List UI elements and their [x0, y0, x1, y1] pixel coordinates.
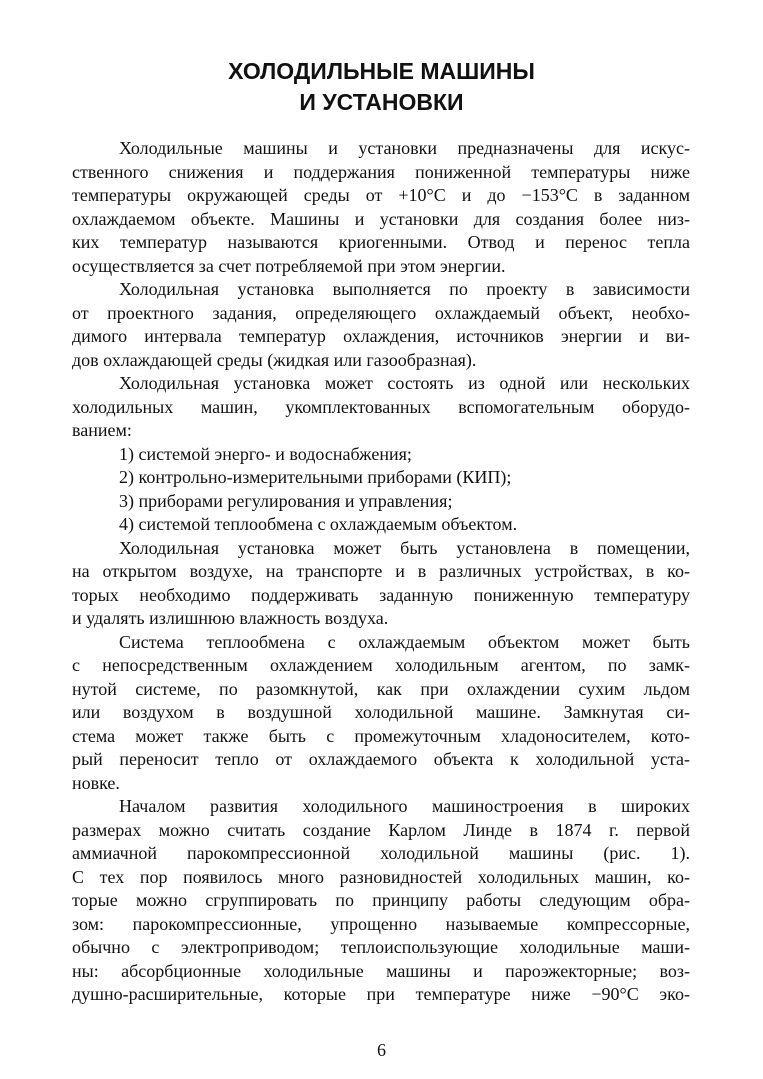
- text-line: температуры окружающей среды от +10°С и до −153°С в заданном: [72, 185, 690, 205]
- text-line: новке.: [72, 772, 120, 793]
- text-line: 3) приборами регулирования и управления;: [119, 490, 453, 511]
- text-line: 4) системой теплообмена с охлаждаемым объектом.: [119, 514, 518, 534]
- text-line: или воздухом в воздушной холодильной машине. Замкнутая си-: [72, 702, 690, 722]
- text-line: холодильных машин, укомплектованных вспомогательным оборудо-: [72, 396, 690, 417]
- text-line: душно-расширительные, которые при температуре ниже −90°С эко-: [72, 984, 690, 1004]
- text-line: охлаждаемом объекте. Машины и установки для создания более низ-: [72, 208, 690, 229]
- text-line: торые можно сгруппировать по принципу работы следующим обра-: [72, 890, 690, 910]
- text-line: 1) системой энерго- и водоснабжения;: [119, 443, 412, 464]
- text-line: на открытом воздухе, на транспорте и в различных устройствах, в ко-: [72, 561, 690, 581]
- text-line: ственного снижения и поддержания пониженной температуры ниже: [72, 161, 690, 182]
- text-line: обычно с электроприводом; теплоиспользующие холодильные маши-: [72, 937, 690, 957]
- text-line: Система теплообмена с охлаждаемым объектом может быть: [119, 631, 690, 652]
- text-line: ких температур называются криогенными. Отвод и перенос тепла: [72, 232, 690, 252]
- chapter-title: [0, 56, 763, 118]
- text-line: и удалять излишнюю влажность воздуха.: [72, 608, 389, 628]
- text-line: Началом развития холодильного машиностроения в широких: [119, 796, 690, 816]
- text-line: Холодильные машины и установки предназначены для искус-: [119, 138, 690, 158]
- text-line: Холодильная установка может состоять из одной или нескольких: [119, 373, 690, 393]
- text-line: ны: абсорбционные холодильные машины и пароэжекторные; воз-: [72, 960, 690, 981]
- text-line: рый переносит тепло от охлаждаемого объекта к холодильной уста-: [72, 749, 690, 769]
- text-line: от проектного задания, определяющего охлаждаемый объект, необхо-: [72, 302, 690, 323]
- text-line: Холодильная установка может быть установлена в помещении,: [119, 537, 690, 558]
- text-line: осуществляется за счет потребляемой при этом энергии.: [72, 255, 506, 276]
- page-number: 6: [377, 1040, 386, 1060]
- text-line: ванием:: [72, 420, 132, 440]
- text-line: размерах можно считать создание Карлом Линде в 1874 г. первой: [72, 819, 690, 840]
- text-line: стема может также быть с промежуточным хладоносителем, кото-: [72, 725, 690, 746]
- text-line: торых необходимо поддерживать заданную пониженную температуру: [72, 584, 690, 605]
- text-line: С тех пор появилось много разновидностей холодильных машин, ко-: [72, 866, 690, 887]
- chapter-title-line-2: И УСТАНОВКИ: [299, 89, 464, 115]
- text-line: Холодильная установка выполняется по проекту в зависимости: [119, 279, 690, 299]
- text-line: зом: парокомпрессионные, упрощенно называемые компрессорные,: [72, 913, 690, 934]
- chapter-title-line-1: ХОЛОДИЛЬНЫЕ МАШИНЫ: [228, 58, 535, 84]
- text-line: дов охлаждающей среды (жидкая или газообразная).: [72, 349, 477, 370]
- text-line: нутой системе, по разомкнутой, как при охлаждении сухим льдом: [72, 678, 690, 699]
- body-text: [72, 137, 690, 1007]
- text-line: аммиачной парокомпрессионной холодильной машины (рис. 1).: [72, 843, 690, 863]
- text-line: 2) контрольно-измерительными приборами (КИП);: [119, 467, 512, 487]
- text-line: димого интервала температур охлаждения, источников энергии и ви-: [72, 326, 690, 346]
- text-line: с непосредственным охлаждением холодильным агентом, по замк-: [72, 655, 690, 675]
